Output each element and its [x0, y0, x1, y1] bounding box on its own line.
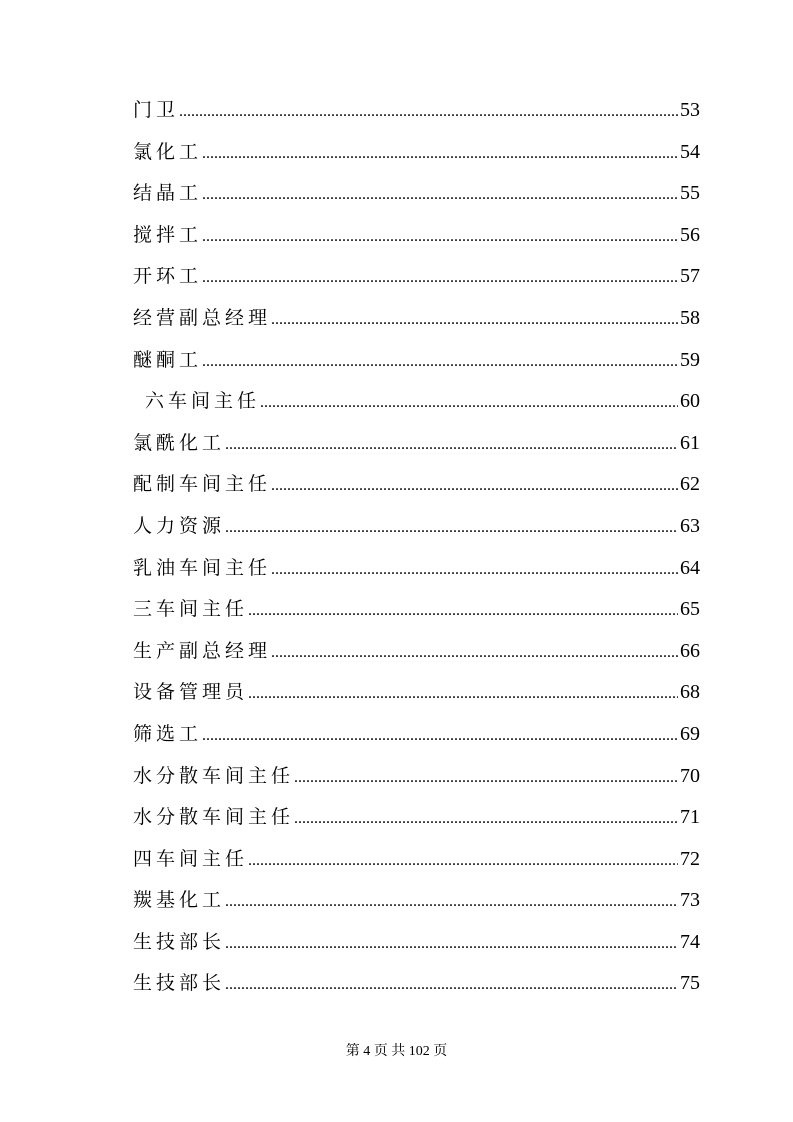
toc-entry-page: 74 — [680, 930, 700, 953]
toc-entry-title: 筛选工 — [133, 722, 203, 745]
toc-entry[interactable] — [133, 381, 700, 423]
toc-dot-leader — [179, 91, 678, 133]
toc-entry-title: 四车间主任 — [133, 847, 249, 870]
toc-entry[interactable] — [133, 132, 700, 174]
toc-dot-leader — [248, 590, 678, 632]
toc-entry[interactable] — [133, 464, 700, 506]
toc-entry-page: 59 — [680, 348, 700, 371]
toc-entry-title: 门卫 — [133, 99, 180, 121]
toc-entry-page: 62 — [680, 473, 700, 496]
toc-entry-page: 60 — [680, 390, 700, 413]
toc-entry[interactable] — [133, 506, 700, 548]
toc-entry-page: 64 — [680, 556, 700, 579]
toc-entry-title: 生技部长 — [133, 930, 226, 953]
toc-entry-title: 配制车间主任 — [133, 473, 272, 496]
toc-entry[interactable] — [133, 548, 700, 590]
page-footer: 第 4 页 共 102 页 — [345, 1044, 448, 1059]
toc-dot-leader — [202, 216, 678, 258]
toc-entry-page: 53 — [680, 99, 700, 121]
toc-dot-leader — [271, 465, 678, 507]
toc-entry-title: 羰基化工 — [133, 889, 226, 912]
toc-entry-page: 72 — [680, 847, 700, 870]
toc-entry-title: 生产副总经理 — [133, 639, 272, 662]
toc-entry-page: 58 — [680, 306, 700, 329]
toc-entry-title: 经营副总经理 — [133, 306, 272, 329]
toc-dot-leader — [248, 840, 678, 882]
toc-dot-leader — [260, 382, 678, 424]
toc-entry[interactable] — [133, 298, 700, 340]
toc-entry[interactable] — [133, 797, 700, 839]
toc-entry[interactable] — [133, 631, 700, 673]
toc-dot-leader — [271, 632, 678, 674]
table-of-contents — [133, 90, 700, 1005]
toc-dot-leader — [225, 923, 678, 965]
toc-entry-title: 人力资源 — [133, 514, 226, 537]
toc-entry-page: 75 — [680, 972, 700, 995]
toc-entry-title: 三车间主任 — [133, 598, 249, 621]
toc-entry[interactable] — [133, 880, 700, 922]
toc-entry[interactable] — [133, 756, 700, 798]
toc-entry[interactable] — [133, 963, 700, 1005]
toc-dot-leader — [248, 673, 678, 715]
toc-entry-page: 66 — [680, 639, 700, 662]
toc-entry-page: 55 — [680, 182, 700, 205]
toc-entry-title: 设备管理员 — [133, 681, 249, 704]
toc-entry-title: 水分散车间主任 — [133, 764, 295, 787]
toc-entry-page: 68 — [680, 681, 700, 704]
toc-entry-page: 56 — [680, 223, 700, 246]
toc-dot-leader — [225, 424, 678, 466]
toc-entry-page: 73 — [680, 889, 700, 912]
toc-entry-page: 61 — [680, 431, 700, 454]
toc-dot-leader — [202, 341, 678, 383]
toc-dot-leader — [202, 133, 678, 175]
toc-dot-leader — [271, 549, 678, 591]
toc-entry[interactable] — [133, 90, 700, 132]
toc-entry-title: 水分散车间主任 — [133, 806, 295, 829]
toc-entry[interactable] — [133, 589, 700, 631]
toc-entry-page: 57 — [680, 265, 700, 288]
toc-entry-title: 结晶工 — [133, 182, 203, 205]
toc-entry-title: 乳油车间主任 — [133, 556, 272, 579]
toc-entry-page: 54 — [680, 140, 700, 163]
toc-entry-title: 醚酮工 — [133, 348, 203, 371]
toc-entry-title: 氯酰化工 — [133, 431, 226, 454]
toc-dot-leader — [294, 757, 678, 799]
toc-entry[interactable] — [133, 423, 700, 465]
toc-entry-title: 开环工 — [133, 265, 203, 288]
toc-entry-page: 63 — [680, 514, 700, 537]
toc-entry[interactable] — [133, 256, 700, 298]
toc-entry[interactable] — [133, 173, 700, 215]
toc-entry[interactable] — [133, 922, 700, 964]
toc-entry[interactable] — [133, 672, 700, 714]
toc-dot-leader — [271, 299, 678, 341]
toc-entry[interactable] — [133, 839, 700, 881]
toc-entry-title: 六车间主任 — [145, 390, 261, 413]
toc-dot-leader — [202, 257, 678, 299]
toc-entry-title: 生技部长 — [133, 972, 226, 995]
toc-entry-page: 70 — [680, 764, 700, 787]
toc-entry[interactable] — [133, 714, 700, 756]
toc-dot-leader — [202, 715, 678, 757]
toc-entry-title: 氯化工 — [133, 140, 203, 163]
toc-entry-title: 搅拌工 — [133, 223, 203, 246]
toc-entry-page: 71 — [680, 806, 700, 829]
toc-dot-leader — [202, 174, 678, 216]
toc-entry-page: 69 — [680, 722, 700, 745]
toc-dot-leader — [225, 507, 678, 549]
toc-entry-page: 65 — [680, 598, 700, 621]
toc-entry[interactable] — [133, 215, 700, 257]
toc-dot-leader — [294, 798, 678, 840]
toc-dot-leader — [225, 964, 678, 1006]
toc-entry[interactable] — [133, 340, 700, 382]
toc-dot-leader — [225, 881, 678, 923]
